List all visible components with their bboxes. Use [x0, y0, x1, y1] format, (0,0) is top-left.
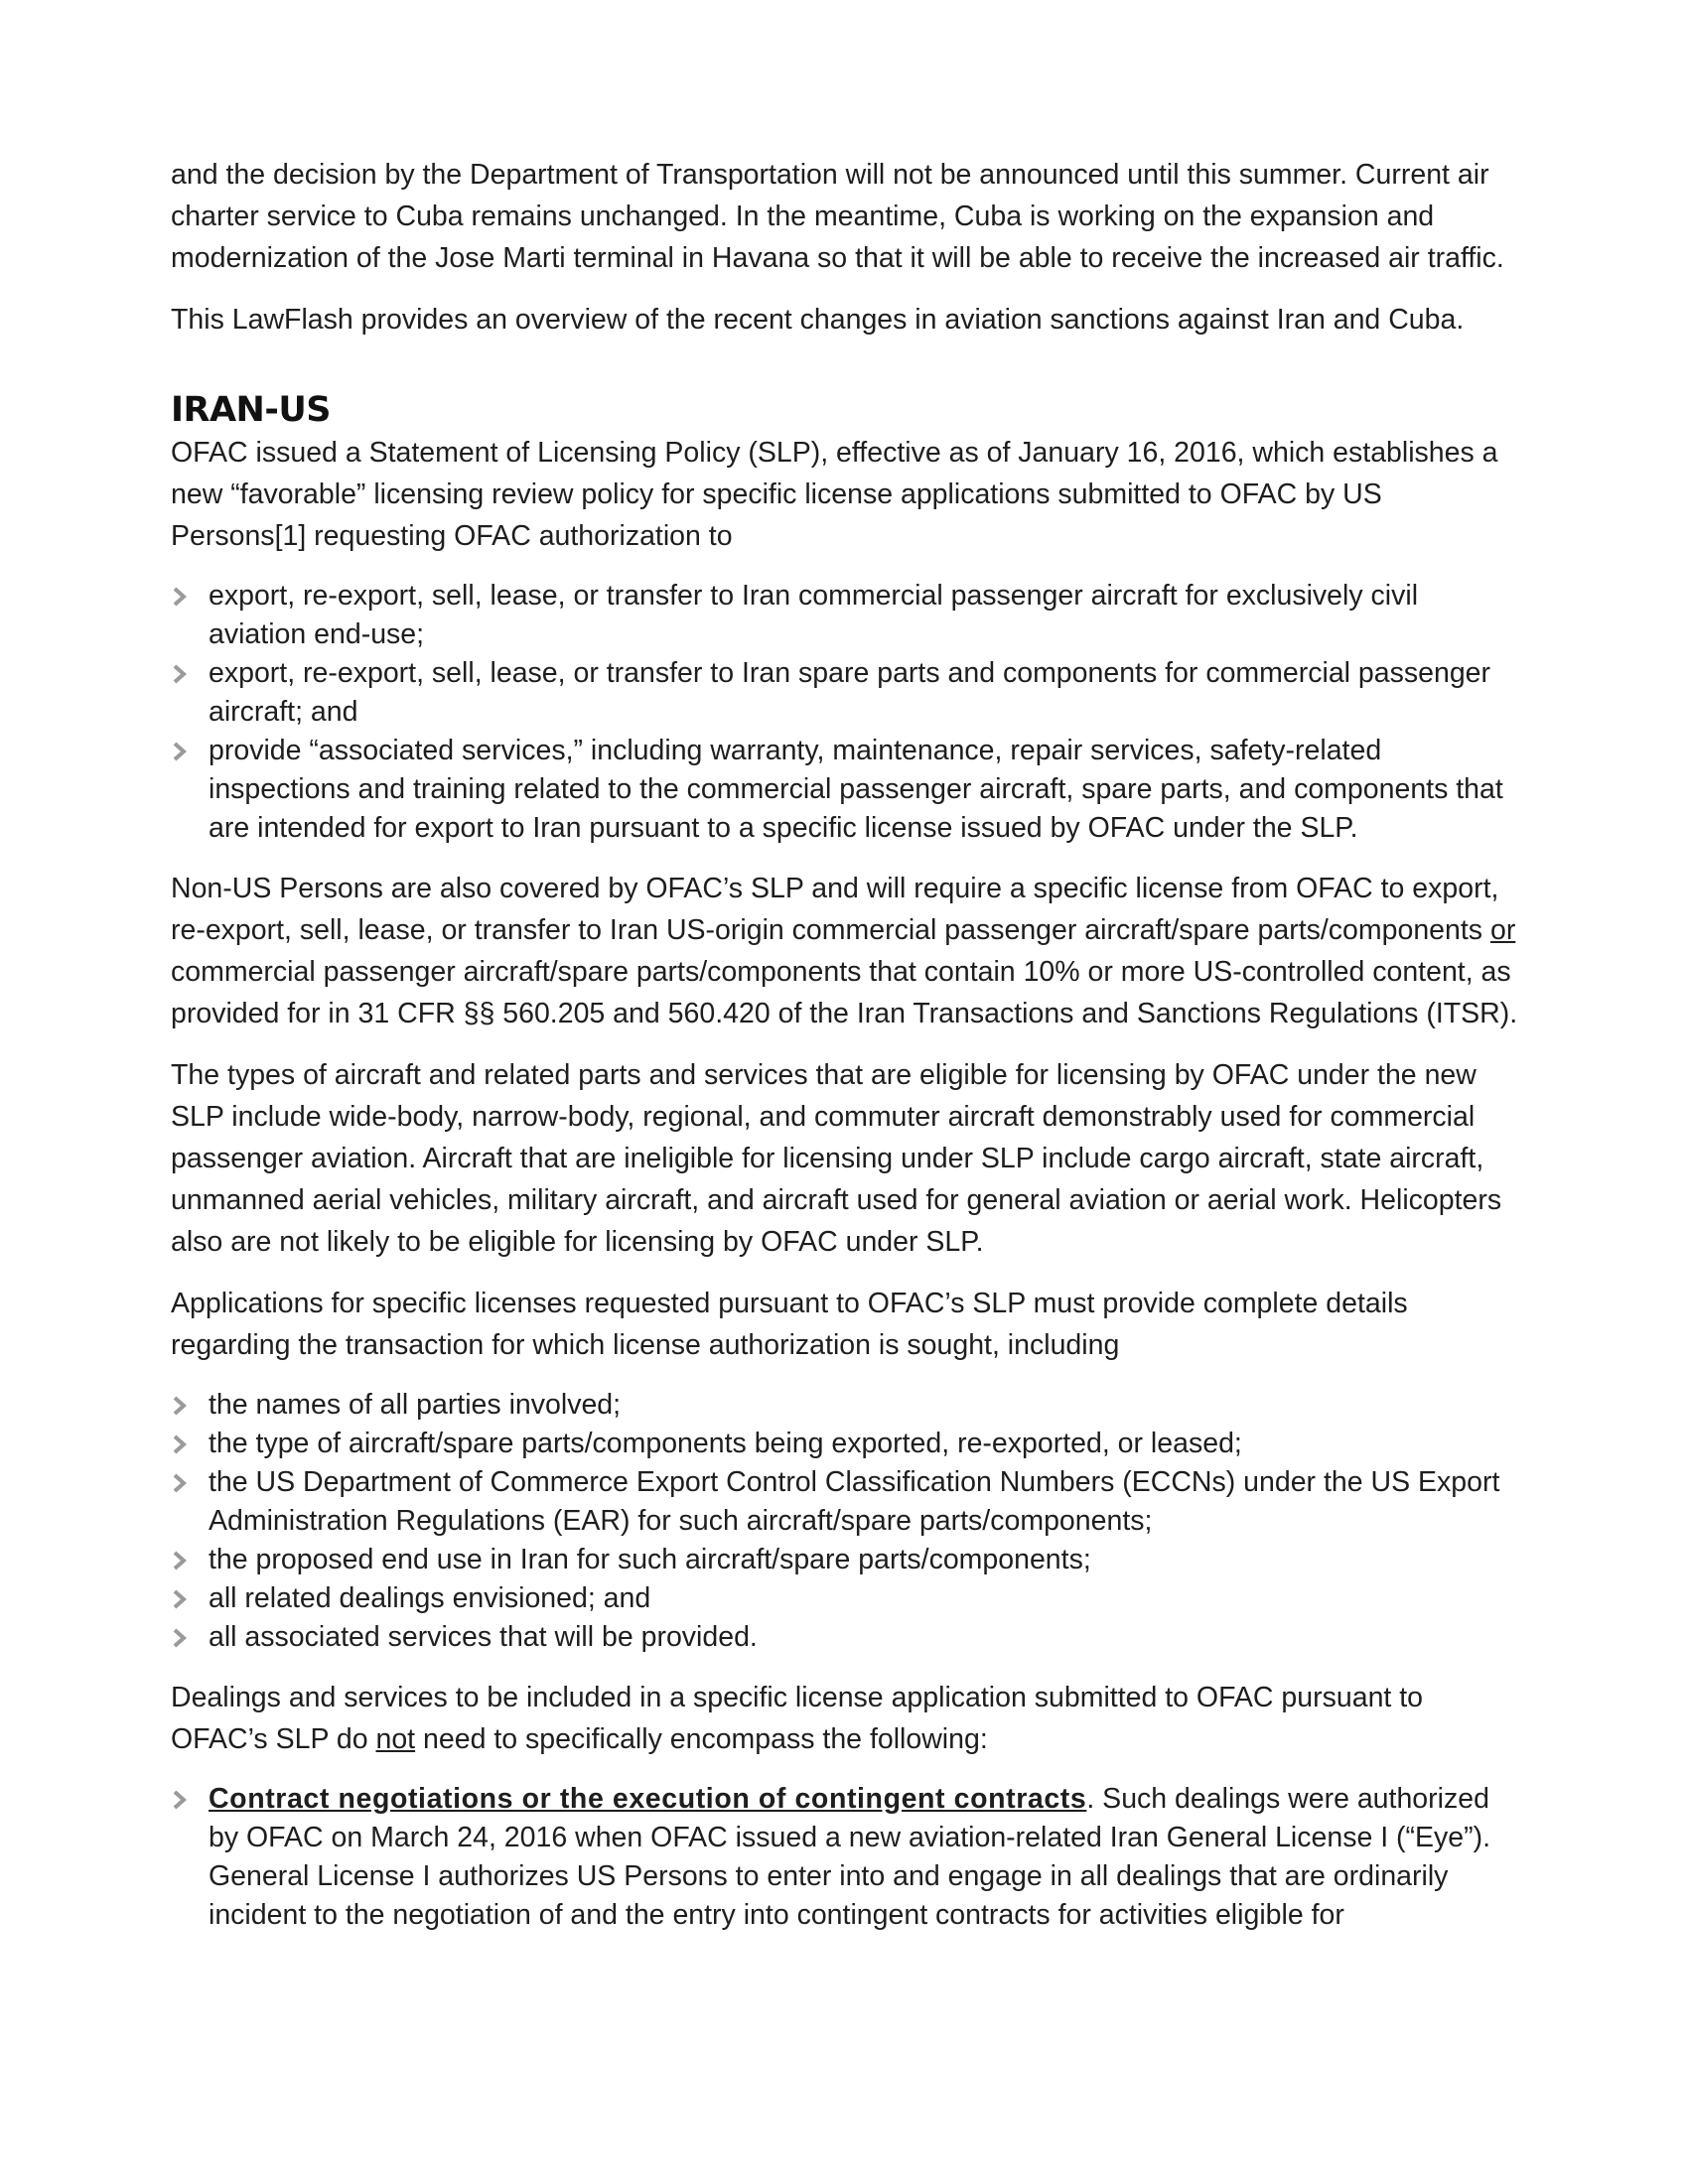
list-item [171, 1425, 1521, 1463]
application-details-list [171, 1386, 1521, 1657]
list-item-text: . Such dealings were authorized by OFAC on March 24, 2016 when OFAC issued a new aviation-related Iran General License I (“Eye”). General License I authorizes US Persons to enter into and engage in all dealings that are ordinarily incident to the negotiation of and the entry into contingent contracts for activities eligible for [209, 1783, 1491, 1931]
iran-paragraph-2-b: commercial passenger aircraft/spare parts/components that contain 10% or more US-controlled content, as provided for in 31 CFR §§ 560.205 and 560.420 of the Iran Transactions and Sanctions Regulations (ITSR). [171, 956, 1518, 1029]
list-item-text: the US Department of Commerce Export Control Classification Numbers (ECCNs) under the US Export Administration Regulations (EAR) for such aircraft/spare parts/components; [209, 1466, 1500, 1537]
list-item-text: the names of all parties involved; [209, 1389, 622, 1421]
list-item-text: export, re-export, sell, lease, or transfer to Iran commercial passenger aircraft for exclusively civil aviation end-use; [209, 580, 1419, 650]
iran-paragraph-4: Applications for specific licenses requested pursuant to OFAC’s SLP must provide complete details regarding the transaction for which license authorization is sought, including [171, 1288, 1408, 1361]
iran-paragraph-5 [171, 1677, 1521, 1760]
list-item-text: the type of aircraft/spare parts/components being exported, re-exported, or leased; [209, 1428, 1242, 1459]
intro-paragraph-2: This LawFlash provides an overview of the recent changes in aviation sanctions against Iran and Cuba. [171, 304, 1465, 336]
list-item-text: export, re-export, sell, lease, or transfer to Iran spare parts and components for commercial passenger aircraft; and [209, 657, 1491, 728]
list-item-text: provide “associated services,” including warranty, maintenance, repair services, safety-related inspections and training related to the commercial passenger aircraft, spare parts, and components that are intended for export to Iran pursuant to a specific license issued by OFAC under the SLP. [209, 735, 1503, 844]
document-page [171, 154, 1521, 1955]
iran-paragraph-5-a: Dealings and services to be included in a specific license application submitted to OFAC pursuant to OFAC’s SLP do [171, 1682, 1424, 1755]
chevron-right-icon [171, 741, 189, 762]
intro-paragraph-1: and the decision by the Department of Transportation will not be announced until this summer. Current air charter service to Cuba remains unchanged. In the meantime, Cuba is working on the expansion and modernization of the Jose Marti terminal in Havana so that it will be able to receive the increased air traffic. [171, 159, 1504, 274]
excluded-dealings-list [171, 1780, 1521, 1935]
iran-paragraph-1 [171, 432, 1521, 557]
list-item [171, 1463, 1521, 1541]
chevron-right-icon [171, 586, 189, 608]
chevron-right-icon [171, 1433, 189, 1455]
list-item [171, 1386, 1521, 1425]
iran-paragraph-2 [171, 868, 1521, 1034]
emphasis-not: not [375, 1723, 416, 1755]
section-heading-iran-us: IRAN-US [171, 390, 332, 430]
list-item [171, 1780, 1521, 1935]
authorization-list [171, 577, 1521, 848]
list-item [171, 654, 1521, 732]
iran-paragraph-1-text: OFAC issued a Statement of Licensing Policy (SLP), effective as of January 16, 2016, which establishes a new “favorable” licensing review policy for specific license applications submitted to OFAC by US Persons [171, 437, 1498, 552]
iran-paragraph-1-tail: requesting OFAC authorization to [306, 520, 733, 552]
iran-paragraph-3: The types of aircraft and related parts and services that are eligible for licensing by OFAC under the new SLP include wide-body, narrow-body, regional, and commuter aircraft demonstrably used for commercial passenger aviation. Aircraft that are ineligible for licensing under SLP include cargo aircraft, state aircraft, unmanned aerial vehicles, military aircraft, and aircraft used for general aviation or aerial work. Helicopters also are not likely to be eligible for licensing by OFAC under SLP. [171, 1059, 1502, 1258]
chevron-right-icon [171, 1472, 189, 1494]
chevron-right-icon [171, 1588, 189, 1610]
chevron-right-icon [171, 663, 189, 685]
list-item [171, 1541, 1521, 1579]
list-item-text: the proposed end use in Iran for such aircraft/spare parts/components; [209, 1544, 1091, 1575]
list-item-lead: Contract negotiations or the execution of contingent contracts [209, 1783, 1087, 1815]
list-item [171, 732, 1521, 848]
list-item [171, 577, 1521, 654]
emphasis-or: or [1489, 914, 1516, 946]
chevron-right-icon [171, 1789, 189, 1811]
list-item-text: all related dealings envisioned; and [209, 1582, 651, 1614]
chevron-right-icon [171, 1627, 189, 1649]
chevron-right-icon [171, 1550, 189, 1571]
list-item [171, 1579, 1521, 1618]
chevron-right-icon [171, 1395, 189, 1417]
list-item-text: all associated services that will be provided. [209, 1621, 758, 1653]
iran-paragraph-2-a: Non-US Persons are also covered by OFAC’s SLP and will require a specific license from OFAC to export, re-export, sell, lease, or transfer to Iran US-origin commercial passenger aircraft/spare parts/components [171, 873, 1499, 946]
list-item [171, 1618, 1521, 1657]
iran-paragraph-5-b: need to specifically encompass the following: [415, 1723, 988, 1755]
footnote-link[interactable]: [1] [274, 520, 307, 552]
